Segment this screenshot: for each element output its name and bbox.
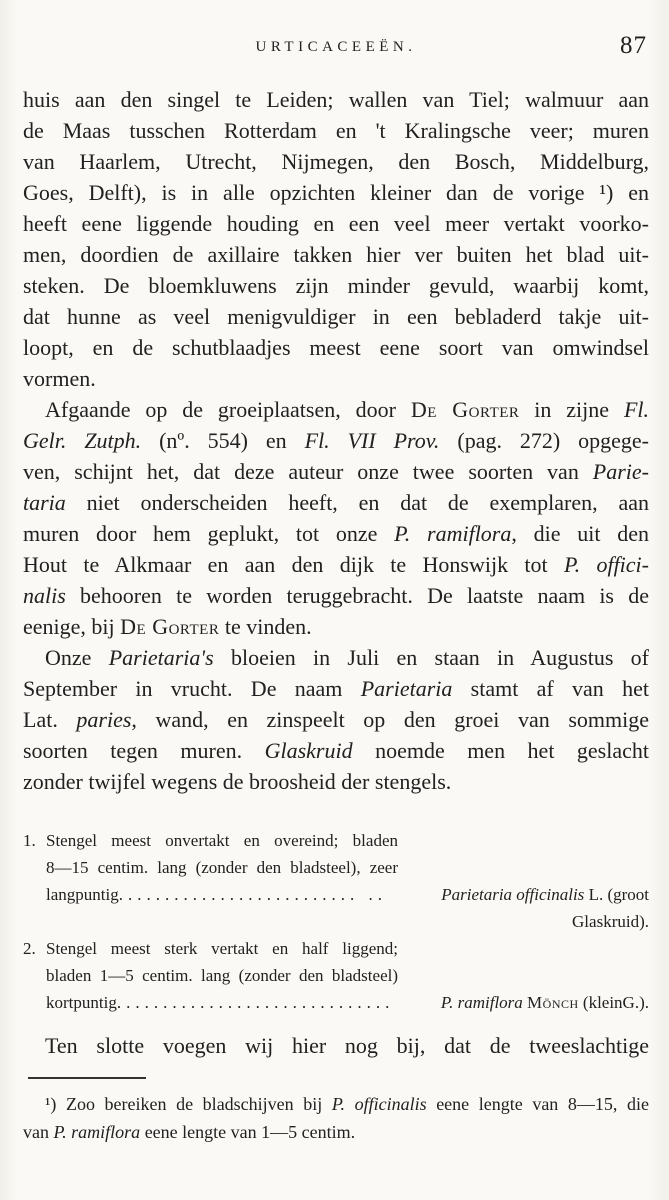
text-line: Goes, Delft), is in alle opzichten kleiner dan de vorige ¹) en bbox=[23, 180, 649, 205]
key-leader-word: langpuntig bbox=[46, 885, 119, 904]
page-number: 87 bbox=[620, 32, 647, 59]
key-leader-line bbox=[46, 881, 649, 908]
species-name: P. ramiflora Mönch (kleinG.). bbox=[440, 993, 649, 1012]
key-item-text: Stengel meest sterk vertakt en half liggend; bbox=[46, 939, 398, 958]
closing-paragraph bbox=[23, 1030, 649, 1061]
text-line: soorten tegen muren. Glaskruid noemde men het geslacht bbox=[23, 738, 650, 763]
text-line: Ten slotte voegen wij hier nog bij, dat de tweeslachtige bbox=[45, 1033, 649, 1058]
key-leader-line bbox=[46, 989, 649, 1016]
key-item-number: 1. bbox=[23, 831, 36, 850]
species-key bbox=[23, 827, 649, 1016]
text-line: Afgaande op de groeiplaatsen, door De Gorter in zijne Fl. bbox=[45, 397, 649, 422]
text-line: nalis behooren te worden teruggebracht. De laatste naam is de bbox=[23, 583, 649, 608]
text-line: vormen. bbox=[23, 366, 96, 391]
species-name-wrap: Glaskruid). bbox=[572, 912, 649, 931]
species-name: Parietaria officinalis L. (groot bbox=[441, 885, 649, 904]
footnote-separator bbox=[28, 1077, 146, 1079]
text-line: loopt, en de schutblaadjes meest eene soort van omwindsel bbox=[23, 335, 649, 360]
text-line: Gelr. Zutph. (nº. 554) en Fl. VII Prov. (pag. 272) opgege- bbox=[23, 428, 649, 453]
text-line: van Haarlem, Utrecht, Nijmegen, den Bosch, Middelburg, bbox=[23, 149, 649, 174]
text-line: Lat. paries, wand, en zinspeelt op den groei van sommige bbox=[23, 707, 649, 732]
text-line bbox=[23, 827, 649, 854]
footnote-line: van P. ramiflora eene lengte van 1—5 centim. bbox=[23, 1122, 356, 1142]
text-line: Onze Parietaria's bloeien in Juli en staan in Augustus of bbox=[45, 645, 649, 670]
footnotes bbox=[23, 1090, 649, 1146]
text-line: eenige, bij De Gorter te vinden. bbox=[23, 614, 312, 639]
key-item bbox=[23, 827, 649, 935]
text-line: steken. De bloemkluwens zijn minder gevuld, waarbij komt, bbox=[23, 273, 649, 298]
text-line: ven, schijnt het, dat deze auteur onze twee soorten van Parie- bbox=[23, 459, 649, 484]
text-line: September in vrucht. De naam Parietaria stamt af van het bbox=[23, 676, 649, 701]
text-line: de Maas tusschen Rotterdam en 't Kralingsche veer; muren bbox=[23, 118, 649, 143]
text-line: huis aan den singel te Leiden; wallen van Tiel; walmuur aan bbox=[23, 87, 649, 112]
body-text bbox=[23, 84, 649, 797]
running-header bbox=[23, 34, 649, 62]
text-line: men, doordien de axillaire takken hier ver buiten het blad uit- bbox=[23, 242, 649, 267]
key-leader-word: kortpuntig bbox=[46, 993, 117, 1012]
text-line: muren door hem geplukt, tot onze P. ramiflora, die uit den bbox=[23, 521, 649, 546]
text-line bbox=[23, 935, 649, 962]
running-header-title: URTICACEEËN. bbox=[255, 39, 417, 55]
dot-leader: .............................. bbox=[116, 993, 395, 1012]
key-item-number: 2. bbox=[23, 939, 36, 958]
key-item bbox=[23, 935, 649, 1016]
text-line: zonder twijfel wegens de broosheid der stengels. bbox=[23, 769, 452, 794]
dot-leader: .......................... .. bbox=[118, 885, 387, 904]
footnote-line: ¹) Zoo bereiken de bladschijven bij P. officinalis eene lengte van 8—15, die bbox=[45, 1094, 649, 1114]
text-line: Hout te Alkmaar en aan den dijk te Honswijk tot P. offici- bbox=[23, 552, 650, 577]
text-line: 8—15 centim. lang (zonder den bladsteel), zeer bbox=[46, 858, 398, 877]
text-line: dat hunne as veel menigvuldiger in een bebladerd takje uit- bbox=[23, 304, 649, 329]
text-line: taria niet onderscheiden heeft, en dat de exemplaren, aan bbox=[23, 490, 649, 515]
text-line: bladen 1—5 centim. lang (zonder den bladsteel) bbox=[46, 966, 398, 985]
text-line: heeft eene liggende houding en een veel meer vertakt voorko- bbox=[23, 211, 649, 236]
key-item-text: Stengel meest onvertakt en overeind; bladen bbox=[46, 831, 398, 850]
